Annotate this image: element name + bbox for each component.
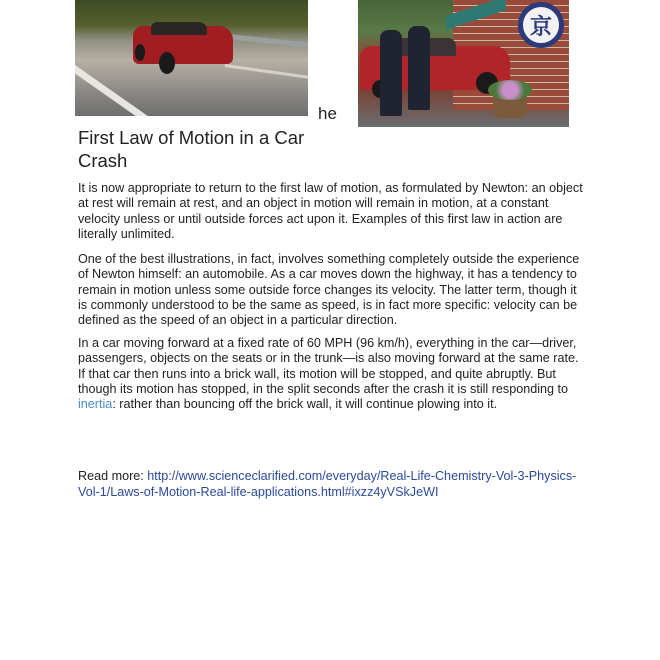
car-wheel (159, 52, 175, 74)
paragraph-3-text-before: In a car moving forward at a fixed rate of 60 MPH (96 km/h), everything in the car—driver, passengers, objects on the seats or in the trunk—is also moving forward at the same rate. If that car then runs into a brick wall, its motion will be stopped, and quite abruptly. But though its motion has stopped, in the split seconds after the crash it is still responding to (78, 336, 579, 396)
paragraph-2: One of the best illustrations, in fact, involves something completely outside the experience of Newton himself: an automobile. As a car moves down the highway, it has a tendency to remain in motion unless some outside force changes its velocity. The latter term, though it is commonly understood to be the same as speed, is in fact more specific: velocity can be defined as the speed of an object in a particular direction. (78, 252, 580, 328)
flowers (488, 80, 532, 100)
restaurant-sign (518, 2, 564, 48)
source-url-link[interactable]: http://www.scienceclarified.com/everyday/Real-Life-Chemistry-Vol-3-Physics-Vol-1/Laws-of-Motion-Real-life-applications.html#ixzz4yVSkJeWI (78, 469, 577, 499)
police-officer (380, 30, 402, 116)
car-crash-brick-wall-image (358, 0, 569, 127)
police-officer (408, 26, 430, 110)
caption-fragment: he (318, 104, 337, 123)
car-window (151, 22, 207, 35)
lane-marking (75, 58, 155, 116)
paragraph-1: It is now appropriate to return to the first law of motion, as formulated by Newton: an object at rest will remain at rest, and an object in motion will remain in motion, at a constant velocity unless or until outside forces act upon it. Examples of this first law in action are literally unlimited. (78, 181, 583, 241)
lane-marking (225, 64, 308, 79)
red-sedan-on-highway-image (75, 0, 308, 116)
read-more-label: Read more: (78, 469, 148, 483)
read-more (78, 468, 578, 500)
car-wheel (135, 44, 145, 61)
paragraph-3-text-after: : rather than bouncing off the brick wall, it will continue plowing into it. (112, 397, 498, 412)
sign-glyph: 京 (529, 13, 552, 39)
article-title: First Law of Motion in a Car Crash (78, 127, 305, 171)
inertia-link[interactable]: inertia (78, 397, 113, 412)
paragraph-3 (78, 336, 588, 412)
